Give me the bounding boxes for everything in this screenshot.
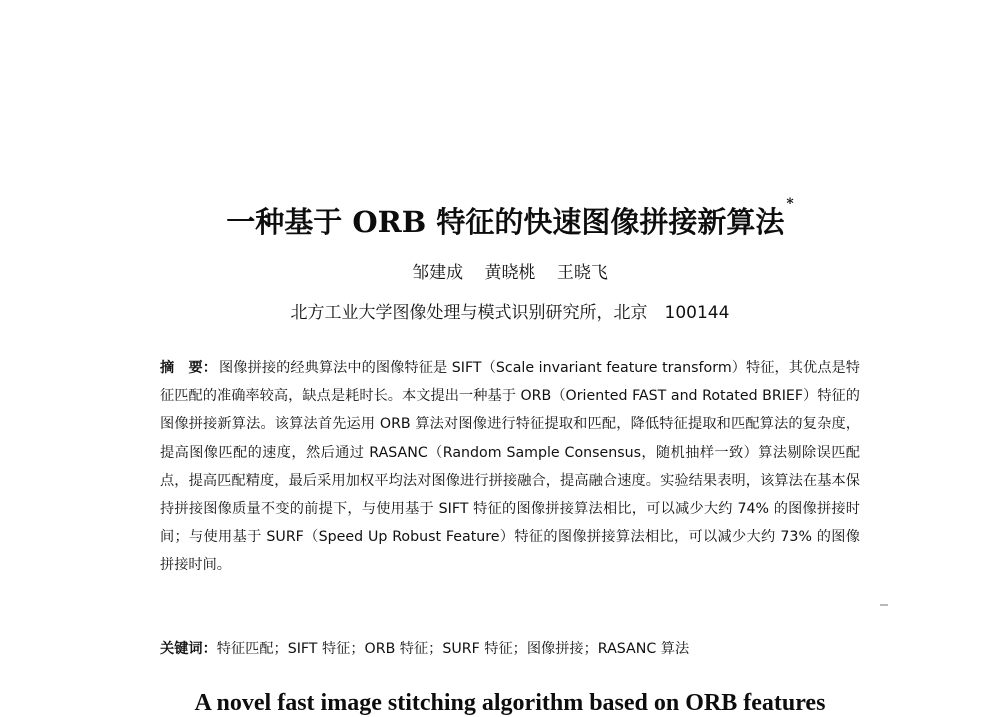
keywords [160, 638, 860, 658]
abstract [160, 354, 860, 580]
abstract-body: 图像拼接的经典算法中的图像特征是 SIFT（Scale invariant feature transform）特征，其优点是特征匹配的准确率较高，缺点是耗时长。本文提出一种基于 ORB（Oriented FAST and Rotated BRIEF）特征的图像拼接新算法。该算法首先运用 ORB 算法对图像进行特征提取和匹配，降低特征提取和匹配算法的复杂度，提高图像匹配的速度，然后通过 RASANC（Random Sample Consensus，随机抽样一致）算法剔除误匹配点，提高匹配精度，最后采用加权平均法对图像进行拼接融合，提高融合速度。实验结果表明，该算法在基本保持拼接图像质量不变的前提下，与使用基于 SIFT 特征的图像拼接算法相比，可以减少大约 74% 的图像拼接时间；与使用基于 SURF（Speed Up Robust Feature）特征的图像拼接算法相比，可以减少大约 73% 的图像拼接时间。 [160, 360, 860, 574]
affiliation: 北方工业大学图像处理与模式识别研究所，北京 100144 [290, 303, 730, 323]
scan-artifact [880, 604, 888, 606]
paper-title [0, 196, 1000, 241]
keywords-label: 关键词： [160, 641, 217, 657]
author-list: 邹建成 黄晓桃 王晓飞 [412, 263, 608, 283]
english-title: A novel fast image stitching algorithm based on ORB features [194, 690, 826, 716]
paper-title-text: 一种基于 ORB 特征的快速图像拼接新算法 [226, 205, 785, 239]
keywords-body: 特征匹配；SIFT 特征；ORB 特征；SURF 特征；图像拼接；RASANC 算法 [216, 641, 690, 657]
abstract-label: 摘 要： [160, 360, 218, 376]
title-footnote-mark: * [786, 196, 794, 212]
